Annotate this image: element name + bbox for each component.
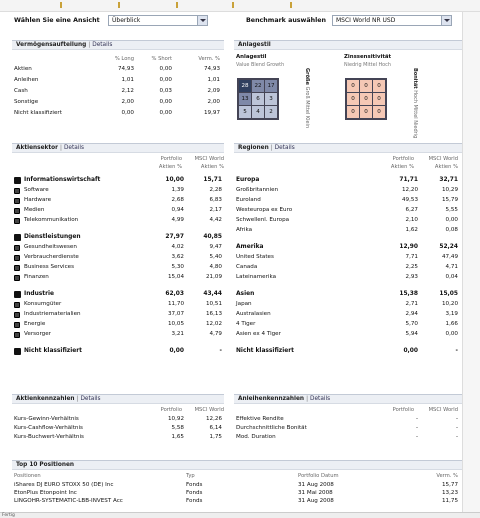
row-value: 5,58 <box>171 425 184 431</box>
row-value: 1,01 <box>121 77 134 83</box>
row-value: 19,97 <box>203 110 220 116</box>
row-label: Konsumgüter <box>24 301 62 307</box>
row-value: 15,79 <box>441 197 458 203</box>
row-label: Lateinamerika <box>236 274 277 280</box>
col-header: Verm. % <box>436 473 458 479</box>
table-row <box>14 217 222 225</box>
details-link[interactable]: Details <box>310 396 331 402</box>
group-value: 27,97 <box>165 234 184 240</box>
col-header: % Short <box>151 56 172 62</box>
table-row <box>14 187 222 195</box>
table-row <box>14 311 222 319</box>
style-box-cell: 0 <box>360 93 372 105</box>
group-value: 10,00 <box>165 177 184 183</box>
row-label: Telekommunikation <box>24 217 79 223</box>
row-value: 11,70 <box>167 301 184 307</box>
group-row <box>14 234 222 242</box>
group-label: Dienstleistungen <box>24 234 81 240</box>
col-header: Aktien % <box>200 164 224 170</box>
row-value: 4,79 <box>209 331 222 337</box>
view-select-value: Überblick <box>112 17 141 24</box>
table-row <box>14 331 222 339</box>
col-header: Portfolio Datum <box>298 473 339 479</box>
row-label: Australasien <box>236 311 271 317</box>
equity-style-box <box>237 78 279 120</box>
row-value: - <box>455 348 458 354</box>
group-value: 62,03 <box>165 291 184 297</box>
holding-date: 31 Mai 2008 <box>298 490 333 496</box>
row-label: Hardware <box>24 197 52 203</box>
table-row <box>236 187 460 195</box>
row-value: 2,00 <box>207 99 220 105</box>
col-header: Portfolio <box>160 407 182 413</box>
row-label: Westeuropa ex Euro <box>236 207 293 213</box>
row-value: 2,09 <box>207 88 220 94</box>
details-link[interactable]: Details <box>92 42 113 48</box>
equity-style-title: Anlagestil <box>236 54 267 60</box>
style-box-cell: 6 <box>252 93 264 105</box>
equity-sector-panel <box>12 143 224 383</box>
style-box-cell: 17 <box>265 80 277 92</box>
col-header: Positionen <box>14 473 41 479</box>
row-label: Nicht klassifiziert <box>14 110 62 116</box>
row-value: 4,02 <box>171 244 184 250</box>
table-row <box>14 321 222 329</box>
row-value: - <box>455 434 458 440</box>
row-value: 0,00 <box>159 110 172 116</box>
row-value: 0,94 <box>171 207 184 213</box>
table-row <box>14 66 222 74</box>
row-value: 47,49 <box>441 254 458 260</box>
row-label: Software <box>24 187 49 193</box>
row-value: 4,99 <box>171 217 184 223</box>
view-select[interactable] <box>108 15 208 26</box>
fixed-income-axis: Niedrig Mittel Hoch <box>344 62 391 68</box>
sector-icon <box>14 312 20 318</box>
row-value: 0,00 <box>159 99 172 105</box>
holding-type: Fonds <box>186 490 203 496</box>
row-value: 74,93 <box>117 66 134 72</box>
row-value: 0,00 <box>445 331 458 337</box>
chevron-down-icon[interactable] <box>197 16 207 25</box>
holding-date: 31 Aug 2008 <box>298 482 334 488</box>
asset-allocation-panel <box>12 40 224 140</box>
col-header: Portfolio <box>392 156 414 162</box>
holding-name: LINGOHR-SYSTEMATIC-LBB-INVEST Acc <box>14 498 123 504</box>
holding-type: Fonds <box>186 482 203 488</box>
fixed-income-style-box <box>345 78 387 120</box>
benchmark-select-value: MSCI World NR USD <box>336 17 396 24</box>
row-value: 2,17 <box>209 207 222 213</box>
table-row <box>14 99 222 107</box>
col-header: MSCI World <box>428 407 458 413</box>
holding-row[interactable] <box>14 498 460 506</box>
row-label: Medien <box>24 207 45 213</box>
table-row <box>236 311 460 319</box>
row-value: 0,00 <box>121 110 134 116</box>
table-row <box>236 207 460 215</box>
row-value: - <box>455 416 458 422</box>
row-value: 10,29 <box>441 187 458 193</box>
style-box-cell: 2 <box>265 106 277 118</box>
group-label: Industrie <box>24 291 55 297</box>
holding-name: EtonPlus Etonpoint Inc <box>14 490 77 496</box>
table-row <box>14 264 222 272</box>
col-header: MSCI World <box>194 156 224 162</box>
row-label: Versorger <box>24 331 51 337</box>
details-link[interactable]: Details <box>274 145 295 151</box>
sector-icon <box>14 188 20 194</box>
row-label: United States <box>236 254 274 260</box>
group-value: 15,71 <box>203 177 222 183</box>
table-row <box>14 197 222 205</box>
row-value: 12,20 <box>401 187 418 193</box>
holding-weight: 15,77 <box>441 482 458 488</box>
status-bar <box>0 512 480 518</box>
row-label: Gesundheitswesen <box>24 244 77 250</box>
col-header: MSCI World <box>194 407 224 413</box>
holding-row[interactable] <box>14 490 460 498</box>
group-value: 40,85 <box>203 234 222 240</box>
row-value: 12,02 <box>205 321 222 327</box>
table-row <box>236 425 460 433</box>
group-row <box>236 291 460 299</box>
row-label: Finanzen <box>24 274 49 280</box>
row-value: 2,28 <box>209 187 222 193</box>
bond-metrics-panel <box>234 394 462 444</box>
col-header: Aktien % <box>390 164 414 170</box>
row-label: Durchschnittliche Bonität <box>236 425 307 431</box>
row-value: 0,08 <box>445 227 458 233</box>
style-box-cell: 0 <box>360 80 372 92</box>
row-value: 0,00 <box>169 348 184 354</box>
row-value: 0,04 <box>445 274 458 280</box>
benchmark-select[interactable] <box>332 15 452 26</box>
row-label: Kurs-Gewinn-Verhältnis <box>14 416 79 422</box>
quality-axis: Bonität Hoch Mittel Niedrig <box>412 68 418 139</box>
row-label: Verbraucherdienste <box>24 254 79 260</box>
panel-title: Aktienkennzahlen <box>16 396 75 402</box>
panel-title: Anlagestil <box>238 42 271 48</box>
row-value: 3,21 <box>171 331 184 337</box>
sector-icon <box>14 265 20 271</box>
row-value: 4,42 <box>209 217 222 223</box>
col-header: Portfolio <box>392 407 414 413</box>
toolbar-marker <box>290 2 292 8</box>
row-label: Canada <box>236 264 258 270</box>
table-row <box>236 254 460 262</box>
col-header: Verm. % <box>198 56 220 62</box>
row-label: Anleihen <box>14 77 39 83</box>
panel-header: Vermögensaufteilung | Details <box>12 40 224 50</box>
group-value: 43,44 <box>203 291 222 297</box>
row-value: 0,00 <box>159 77 172 83</box>
row-value: 5,70 <box>405 321 418 327</box>
row-value: 5,94 <box>405 331 418 337</box>
equity-metrics-panel <box>12 394 224 444</box>
row-value: 21,09 <box>205 274 222 280</box>
sector-group-icon <box>14 291 21 298</box>
group-row <box>14 291 222 299</box>
sector-icon <box>14 218 20 224</box>
row-value: - <box>455 425 458 431</box>
group-row <box>236 244 460 252</box>
benchmark-label: Benchmark auswählen <box>246 17 327 24</box>
panel-header: Anleihenkennzahlen | Details <box>234 394 462 404</box>
row-value: 2,94 <box>405 311 418 317</box>
row-label: Kurs-Buchwert-Verhältnis <box>14 434 84 440</box>
group-value: 15,38 <box>399 291 418 297</box>
row-value: 2,71 <box>405 301 418 307</box>
group-row <box>14 177 222 185</box>
col-header: Portfolio <box>160 156 182 162</box>
row-label: Business Services <box>24 264 75 270</box>
row-label: Afrika <box>236 227 253 233</box>
row-value: 1,39 <box>171 187 184 193</box>
row-value: 10,20 <box>441 301 458 307</box>
table-row <box>236 274 460 282</box>
row-value: 0,00 <box>403 348 418 354</box>
row-label: Industriematerialien <box>24 311 81 317</box>
unclassified-icon <box>14 348 21 355</box>
col-header: Typ <box>186 473 195 479</box>
size-axis: Größe Groß Mittel Klein <box>304 68 310 129</box>
chevron-down-icon[interactable] <box>441 16 451 25</box>
style-box-cell: 0 <box>373 80 385 92</box>
style-box-cell: 0 <box>360 106 372 118</box>
toolbar-marker <box>232 2 234 8</box>
group-label: Amerika <box>236 244 264 250</box>
row-value: 3,62 <box>171 254 184 260</box>
table-row <box>236 264 460 272</box>
table-row <box>14 77 222 85</box>
row-value: 5,30 <box>171 264 184 270</box>
group-value: 15,05 <box>439 291 458 297</box>
table-row <box>236 416 460 424</box>
sector-icon <box>14 255 20 261</box>
table-row <box>236 301 460 309</box>
row-value: 6,14 <box>209 425 222 431</box>
sector-group-icon <box>14 177 21 184</box>
panel-title: Top 10 Positionen <box>16 462 75 468</box>
row-label: Energie <box>24 321 46 327</box>
view-selector-row <box>14 14 454 28</box>
status-text: Fertig <box>2 513 15 518</box>
table-row <box>236 197 460 205</box>
style-box-cell: 0 <box>347 93 359 105</box>
toolbar-marker <box>60 2 62 8</box>
col-header: Aktien % <box>158 164 182 170</box>
group-value: 71,71 <box>399 177 418 183</box>
row-value: 1,65 <box>171 434 184 440</box>
row-value: 2,25 <box>405 264 418 270</box>
table-row <box>236 331 460 339</box>
row-value: 2,10 <box>405 217 418 223</box>
row-value: 16,13 <box>205 311 222 317</box>
holding-date: 31 Aug 2008 <box>298 498 334 504</box>
row-value: 1,75 <box>209 434 222 440</box>
style-box-panel <box>234 40 462 140</box>
toolbar-marker <box>176 2 178 8</box>
row-value: 49,53 <box>401 197 418 203</box>
row-value: 1,01 <box>207 77 220 83</box>
panel-header: Aktienkennzahlen | Details <box>12 394 224 404</box>
row-label: Schwellenl. Europa <box>236 217 290 223</box>
browser-toolbar <box>0 0 480 12</box>
row-value: - <box>415 434 418 440</box>
table-row <box>14 434 222 442</box>
style-box-cell: 22 <box>252 80 264 92</box>
details-link[interactable]: Details <box>63 145 85 151</box>
row-value: 0,00 <box>159 66 172 72</box>
row-label: Cash <box>14 88 28 94</box>
table-row <box>14 110 222 118</box>
table-row <box>236 217 460 225</box>
panel-title: Anleihenkennzahlen <box>238 396 305 402</box>
panel-header <box>234 40 462 50</box>
table-row <box>236 434 460 442</box>
row-value: 7,71 <box>405 254 418 260</box>
style-box-cell: 3 <box>265 93 277 105</box>
sector-icon <box>14 245 20 251</box>
table-row <box>236 227 460 235</box>
table-row <box>14 88 222 96</box>
row-value: 2,12 <box>121 88 134 94</box>
style-box-cell: 0 <box>347 106 359 118</box>
toolbar-marker <box>118 2 120 8</box>
row-label: Großbritannien <box>236 187 279 193</box>
row-label: Kurs-Cashflow-Verhältnis <box>14 425 83 431</box>
holding-weight: 13,23 <box>441 490 458 496</box>
sector-icon <box>14 208 20 214</box>
sector-icon <box>14 322 20 328</box>
table-row <box>14 274 222 282</box>
row-value: 5,40 <box>209 254 222 260</box>
row-value: 10,51 <box>205 301 222 307</box>
style-box-cell: 0 <box>373 106 385 118</box>
row-value: 9,47 <box>209 244 222 250</box>
holding-weight: 11,75 <box>441 498 458 504</box>
row-label: Japan <box>236 301 252 307</box>
style-box-cell: 28 <box>239 80 251 92</box>
regions-panel <box>234 143 462 383</box>
row-label: Effektive Rendite <box>236 416 284 422</box>
table-row <box>14 244 222 252</box>
row-value: 15,04 <box>167 274 184 280</box>
unclassified-row <box>236 348 460 356</box>
row-value: 10,92 <box>167 416 184 422</box>
sector-icon <box>14 198 20 204</box>
holding-type: Fonds <box>186 498 203 504</box>
row-value: 1,62 <box>405 227 418 233</box>
sector-icon <box>14 332 20 338</box>
row-value: - <box>415 416 418 422</box>
row-label: Nicht klassifiziert <box>236 348 294 354</box>
style-box-cell: 13 <box>239 93 251 105</box>
style-box-cell: 0 <box>373 93 385 105</box>
panel-header: Regionen | Details <box>234 143 462 153</box>
row-label: Sonstige <box>14 99 39 105</box>
table-row <box>14 416 222 424</box>
row-value: - <box>219 348 222 354</box>
fixed-income-style-title: Zinssensitivität <box>344 54 392 60</box>
row-value: 74,93 <box>203 66 220 72</box>
row-value: 37,07 <box>167 311 184 317</box>
group-label: Asien <box>236 291 255 297</box>
group-label: Europa <box>236 177 260 183</box>
top10-panel <box>12 460 462 512</box>
style-box-cell: 0 <box>347 80 359 92</box>
group-value: 12,90 <box>399 244 418 250</box>
row-value: 10,05 <box>167 321 184 327</box>
row-value: 0,03 <box>159 88 172 94</box>
row-value: 5,55 <box>445 207 458 213</box>
row-label: Euroland <box>236 197 261 203</box>
table-row <box>14 425 222 433</box>
sector-icon <box>14 302 20 308</box>
row-label: Asien ex 4 Tiger <box>236 331 281 337</box>
holding-name: iShares DJ EURO STOXX 50 (DE) Inc <box>14 482 114 488</box>
view-label: Wählen Sie eine Ansicht <box>14 17 100 24</box>
scrollbar[interactable] <box>462 12 480 518</box>
table-row <box>236 321 460 329</box>
style-box-cell: 4 <box>252 106 264 118</box>
row-label: Mod. Duration <box>236 434 276 440</box>
table-row <box>14 301 222 309</box>
group-row <box>236 177 460 185</box>
table-row <box>14 254 222 262</box>
panel-title: Vermögensaufteilung <box>16 42 87 48</box>
row-value: 4,71 <box>445 264 458 270</box>
row-label: 4 Tiger <box>236 321 256 327</box>
sector-icon <box>14 275 20 281</box>
group-value: 32,71 <box>439 177 458 183</box>
row-value: 6,27 <box>405 207 418 213</box>
holding-row[interactable] <box>14 482 460 490</box>
unclassified-row <box>14 348 222 356</box>
table-row <box>14 207 222 215</box>
row-value: 12,26 <box>205 416 222 422</box>
row-value: 1,66 <box>445 321 458 327</box>
row-value: 2,00 <box>121 99 134 105</box>
row-label: Nicht klassifiziert <box>24 348 82 354</box>
panel-title: Regionen <box>238 145 269 151</box>
group-value: 52,24 <box>439 244 458 250</box>
group-label: Informationswirtschaft <box>24 177 101 183</box>
col-header: MSCI World <box>428 156 458 162</box>
row-value: - <box>415 425 418 431</box>
col-header: % Long <box>114 56 134 62</box>
row-value: 6,83 <box>209 197 222 203</box>
panel-title: Aktiensektor <box>16 145 59 151</box>
row-value: 3,19 <box>445 311 458 317</box>
sector-group-icon <box>14 234 21 241</box>
style-box-cell: 5 <box>239 106 251 118</box>
col-header: Aktien % <box>434 164 458 170</box>
panel-header: Aktiensektor | Details <box>12 143 224 153</box>
panel-header <box>12 460 462 470</box>
row-label: Aktien <box>14 66 32 72</box>
row-value: 2,93 <box>405 274 418 280</box>
row-value: 2,68 <box>171 197 184 203</box>
details-link[interactable]: Details <box>80 396 101 402</box>
equity-style-axis: Value Blend Growth <box>236 62 285 68</box>
row-value: 4,80 <box>209 264 222 270</box>
row-value: 0,00 <box>445 217 458 223</box>
